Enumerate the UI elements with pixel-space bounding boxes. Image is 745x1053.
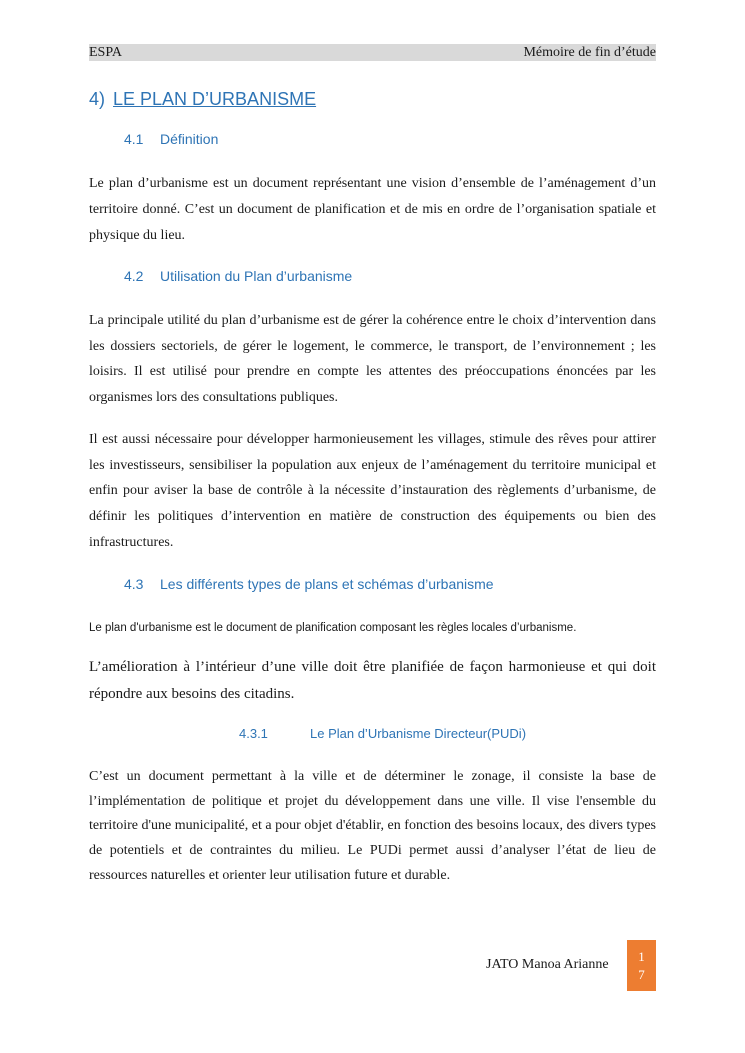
page-digit-1: 1	[638, 948, 645, 964]
header-left: ESPA	[89, 45, 122, 60]
section-heading	[89, 89, 316, 110]
subsection-heading-4-1	[124, 131, 218, 147]
paragraph-utilisation-1: La principale utilité du plan d’urbanisme est de gérer la cohérence entre le choix d’intervention dans les dossiers sectoriels, de gérer le logement, le commerce, le transport, de l’environnement ; les loisirs. Il est utilisé pour prendre en compte les attentes des préoccupations énoncées par les organismes lors des consultations publiques.	[89, 313, 656, 406]
subsection-heading-4-2	[124, 268, 352, 284]
subsection-number: 4.1	[124, 131, 144, 147]
section-title: LE PLAN D’URBANISME	[113, 89, 317, 109]
footer-author: JATO Manoa Arianne	[486, 957, 609, 972]
page-digit-2: 7	[638, 966, 645, 982]
section-number: 4)	[89, 89, 106, 109]
subsubsection-heading-4-3-1	[239, 726, 526, 741]
subsection-number: 4.3	[124, 576, 144, 592]
paragraph-amelioration: L’amélioration à l’intérieur d’une ville doit être planifiée de façon harmonieuse et qui doit répondre aux besoins des citadins.	[89, 659, 656, 702]
subsection-title: Définition	[160, 131, 219, 147]
paragraph-definition: Le plan d’urbanisme est un document représentant une vision d’ensemble de l’aménagement d’un territoire donné. C’est un document de planification et de mis en ordre de l’organisation spatiale et physique du lieu.	[89, 176, 656, 243]
header-right: Mémoire de fin d’étude	[523, 45, 656, 60]
paragraph-pudi: C’est un document permettant à la ville et de déterminer le zonage, il consiste la base de l’implémentation de politique et projet du développement dans une ville. Il vise l'ensemble du territoire d'une municipalité, et a pour objet d'établir, en fonction des besoins locaux, des divers types de potentiels et de contraintes du milieu. Le PUDi permet aussi d’analyser l’état de lieu de ressources naturelles et orienter leur utilisation future et durable.	[89, 769, 656, 883]
paragraph-utilisation-2: Il est aussi nécessaire pour développer harmonieusement les villages, stimule des rêves pour attirer les investisseurs, sensibiliser la population aux enjeux de l’aménagement du territoire municipal et enfin pour aviser la base de contrôle à la nécessite d’instauration des règlements d’urbanisme, de définir les politiques d’intervention en matière de construction des équipements ou bien des infrastructures.	[89, 432, 656, 550]
subsection-heading-4-3	[124, 576, 494, 592]
subsection-title: Les différents types de plans et schémas d’urbanisme	[160, 576, 494, 592]
subsection-title: Utilisation du Plan d’urbanisme	[160, 268, 353, 284]
page-header	[89, 44, 656, 61]
subsubsection-title: Le Plan d’Urbanisme Directeur(PUDi)	[310, 726, 527, 741]
subsection-number: 4.2	[124, 268, 144, 284]
note-text: Le plan d'urbanisme est le document de planification composant les règles locales d’urbanisme.	[89, 622, 577, 634]
page-number-badge	[627, 940, 656, 991]
subsubsection-number: 4.3.1	[239, 726, 268, 741]
